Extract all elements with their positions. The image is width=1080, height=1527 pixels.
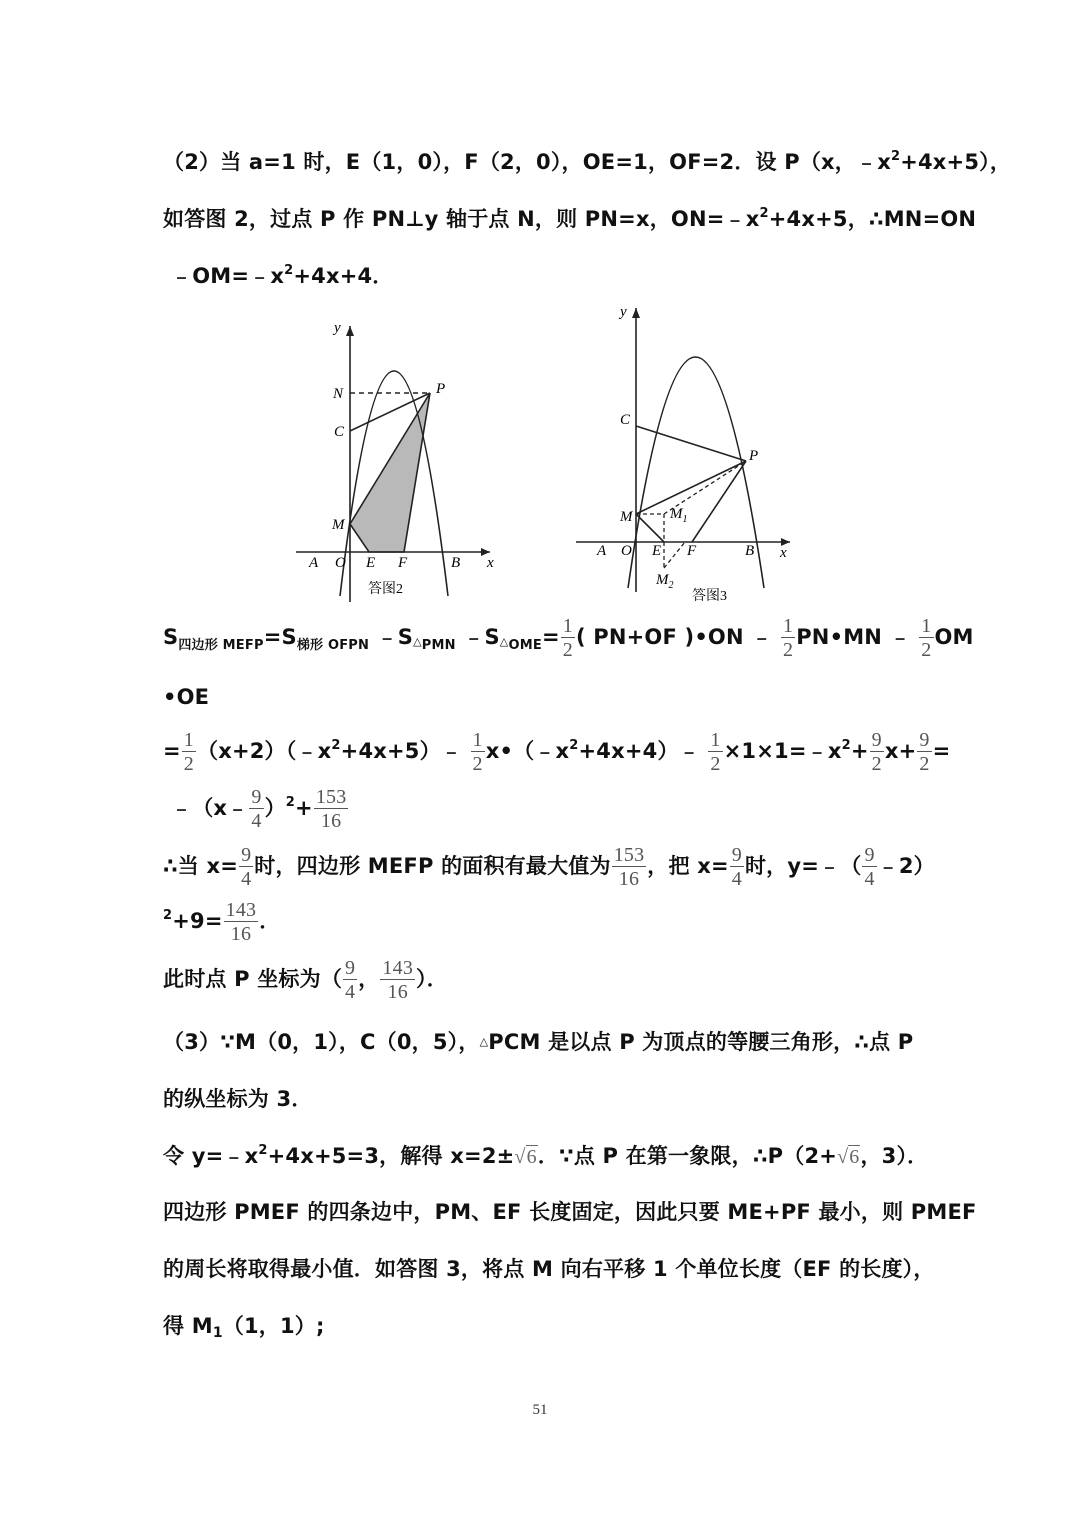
fraction: $\frac{9}{4}$ (251, 786, 262, 832)
caption-3: 答图3 (692, 589, 727, 604)
part3-line-2: 的纵坐标为 3． (163, 1087, 313, 1111)
part3-line-5: 的周长将取得最小值．如答图 3，将点 M 向右平移 1 个单位长度（EF 的长度）， (163, 1257, 935, 1281)
fraction: $\frac{9}{2}$ (919, 729, 930, 775)
text-line-1: （2）当 a=1 时，E（1，0），F（2，0），OE=1，OF=2．设 P（x，$﹣x^2+4x+5$）， (163, 149, 1012, 174)
fraction: $\frac{143}{16}$ (225, 899, 257, 945)
text-line-3: $﹣OM=﹣x^2+4x+4$． (171, 263, 394, 288)
fraction: $\frac{1}{2}$ (921, 615, 932, 661)
label-m2-3: $M_2$ (656, 572, 674, 591)
segment-cp-3 (636, 426, 746, 461)
fraction: $\frac{143}{16}$ (382, 957, 414, 1003)
part3-line-3: 令 $y=﹣x^2+4x+5=3$，解得 x=2±√6．∵点 P 在第一象限，∴P（2+√6，3）． (163, 1143, 929, 1168)
label-m-3: M (620, 509, 633, 525)
part3-line-4: 四边形 PMEF 的四条边中，PM、EF 长度固定，因此只要 ME+PF 最小，则 PMEF (163, 1200, 977, 1224)
fraction: $\frac{153}{16}$ (613, 844, 645, 890)
sqrt-6: √6 (514, 1146, 537, 1168)
figure-3 (576, 304, 790, 604)
label-m1-3: $M_1$ (670, 506, 688, 525)
label-c-3: C (620, 412, 631, 428)
fraction: $\frac{1}{2}$ (710, 729, 721, 775)
label-o-2: O (335, 555, 346, 571)
fraction: $\frac{9}{4}$ (731, 844, 742, 890)
label-a-2: A (309, 555, 319, 571)
label-x-2: x (487, 555, 494, 571)
fraction: $\frac{153}{16}$ (315, 786, 347, 832)
fraction: $\frac{9}{4}$ (241, 844, 252, 890)
label-f-2: F (398, 555, 408, 571)
fraction: $\frac{1}{2}$ (472, 729, 483, 775)
fraction: $\frac{9}{2}$ (871, 729, 882, 775)
label-y-3: y (620, 304, 627, 320)
text-line-2: 如答图 2，过点 P 作 PN⊥y 轴于点 N，则 PN=x，$ON=﹣x^2+4x+5$，∴MN=ON (163, 206, 977, 231)
label-m-2: M (332, 517, 345, 533)
dashed-m2f (664, 542, 685, 568)
label-o-3: O (621, 543, 632, 559)
label-p-2: P (436, 381, 446, 397)
label-p-3: P (749, 448, 759, 464)
point-p-coordinates: 此时点 P 坐标为（ $\frac{9}{4}$ ， $\frac{143}{16}$ ）． (163, 957, 448, 1003)
label-e-3: E (652, 543, 662, 559)
label-e-2: E (366, 555, 376, 571)
fraction: $\frac{9}{4}$ (345, 957, 356, 1003)
part3-line-6: 得 $M_1(1$，1）; (163, 1314, 325, 1341)
segment-mp-3 (636, 461, 746, 514)
expansion-line-1: = $\frac{1}{2}$ $(x+2)(﹣x^2+4x+5)﹣$ $\frac{1}{2}$ $x•(﹣x^2+4x+4)﹣$ $\frac{1}{2}$ $\times 1\times 1=﹣x^2+$ $\frac{9}{2}$ x+ $\frac{9}{2}$ = (163, 729, 951, 775)
expansion-line-2: ﹣（x﹣ $\frac{9}{4}$ ）$^2$+ $\frac{153}{16}$ (171, 786, 347, 832)
caption-2: 答图2 (368, 582, 403, 597)
fraction: $\frac{9}{4}$ (864, 844, 875, 890)
sqrt-6: √6 (837, 1146, 860, 1168)
figure-2 (296, 320, 494, 602)
label-x-3: x (780, 545, 787, 561)
conclusion-line-1: ∴当 x= $\frac{9}{4}$ 时，四边形 MEFP 的面积有最大值为 $\frac{153}{16}$ ，把 x= $\frac{9}{4}$ 时，y=﹣（ $\frac{9}{4}$ ﹣2） (163, 844, 935, 890)
segment-me-3 (636, 514, 664, 542)
label-b-3: B (745, 543, 755, 559)
label-y-2: y (334, 320, 341, 336)
area-formula: $S_{四边形 MEFP}=S_{梯形 OFPN}$ $﹣S_{^\triangle PMN}$ $﹣S_{^\triangle OME}=$ $\frac{1}{2}$ ( PN+OF )•ON ﹣ $\frac{1}{2}$ PN•MN ﹣ $\frac{1}{2}$ OM (163, 615, 974, 661)
answer-figures (290, 296, 810, 608)
page-number: 51 (532, 1402, 548, 1418)
label-n-2: N (333, 386, 344, 402)
conclusion-line-2: $^2$+9= $\frac{143}{16}$ ． (163, 899, 281, 945)
label-a-3: A (597, 543, 607, 559)
part3-line-1: （3）∵M（0，1），C（0，5），△PCM 是以点 P 为顶点的等腰三角形，∴点 P (163, 1030, 914, 1054)
label-c-2: C (334, 424, 345, 440)
label-b-2: B (451, 555, 461, 571)
label-f-3: F (687, 543, 697, 559)
fraction: $\frac{1}{2}$ (183, 729, 194, 775)
fraction: $\frac{1}{2}$ (562, 615, 573, 661)
area-formula-oe: •OE (163, 685, 210, 709)
fraction: $\frac{1}{2}$ (783, 615, 794, 661)
